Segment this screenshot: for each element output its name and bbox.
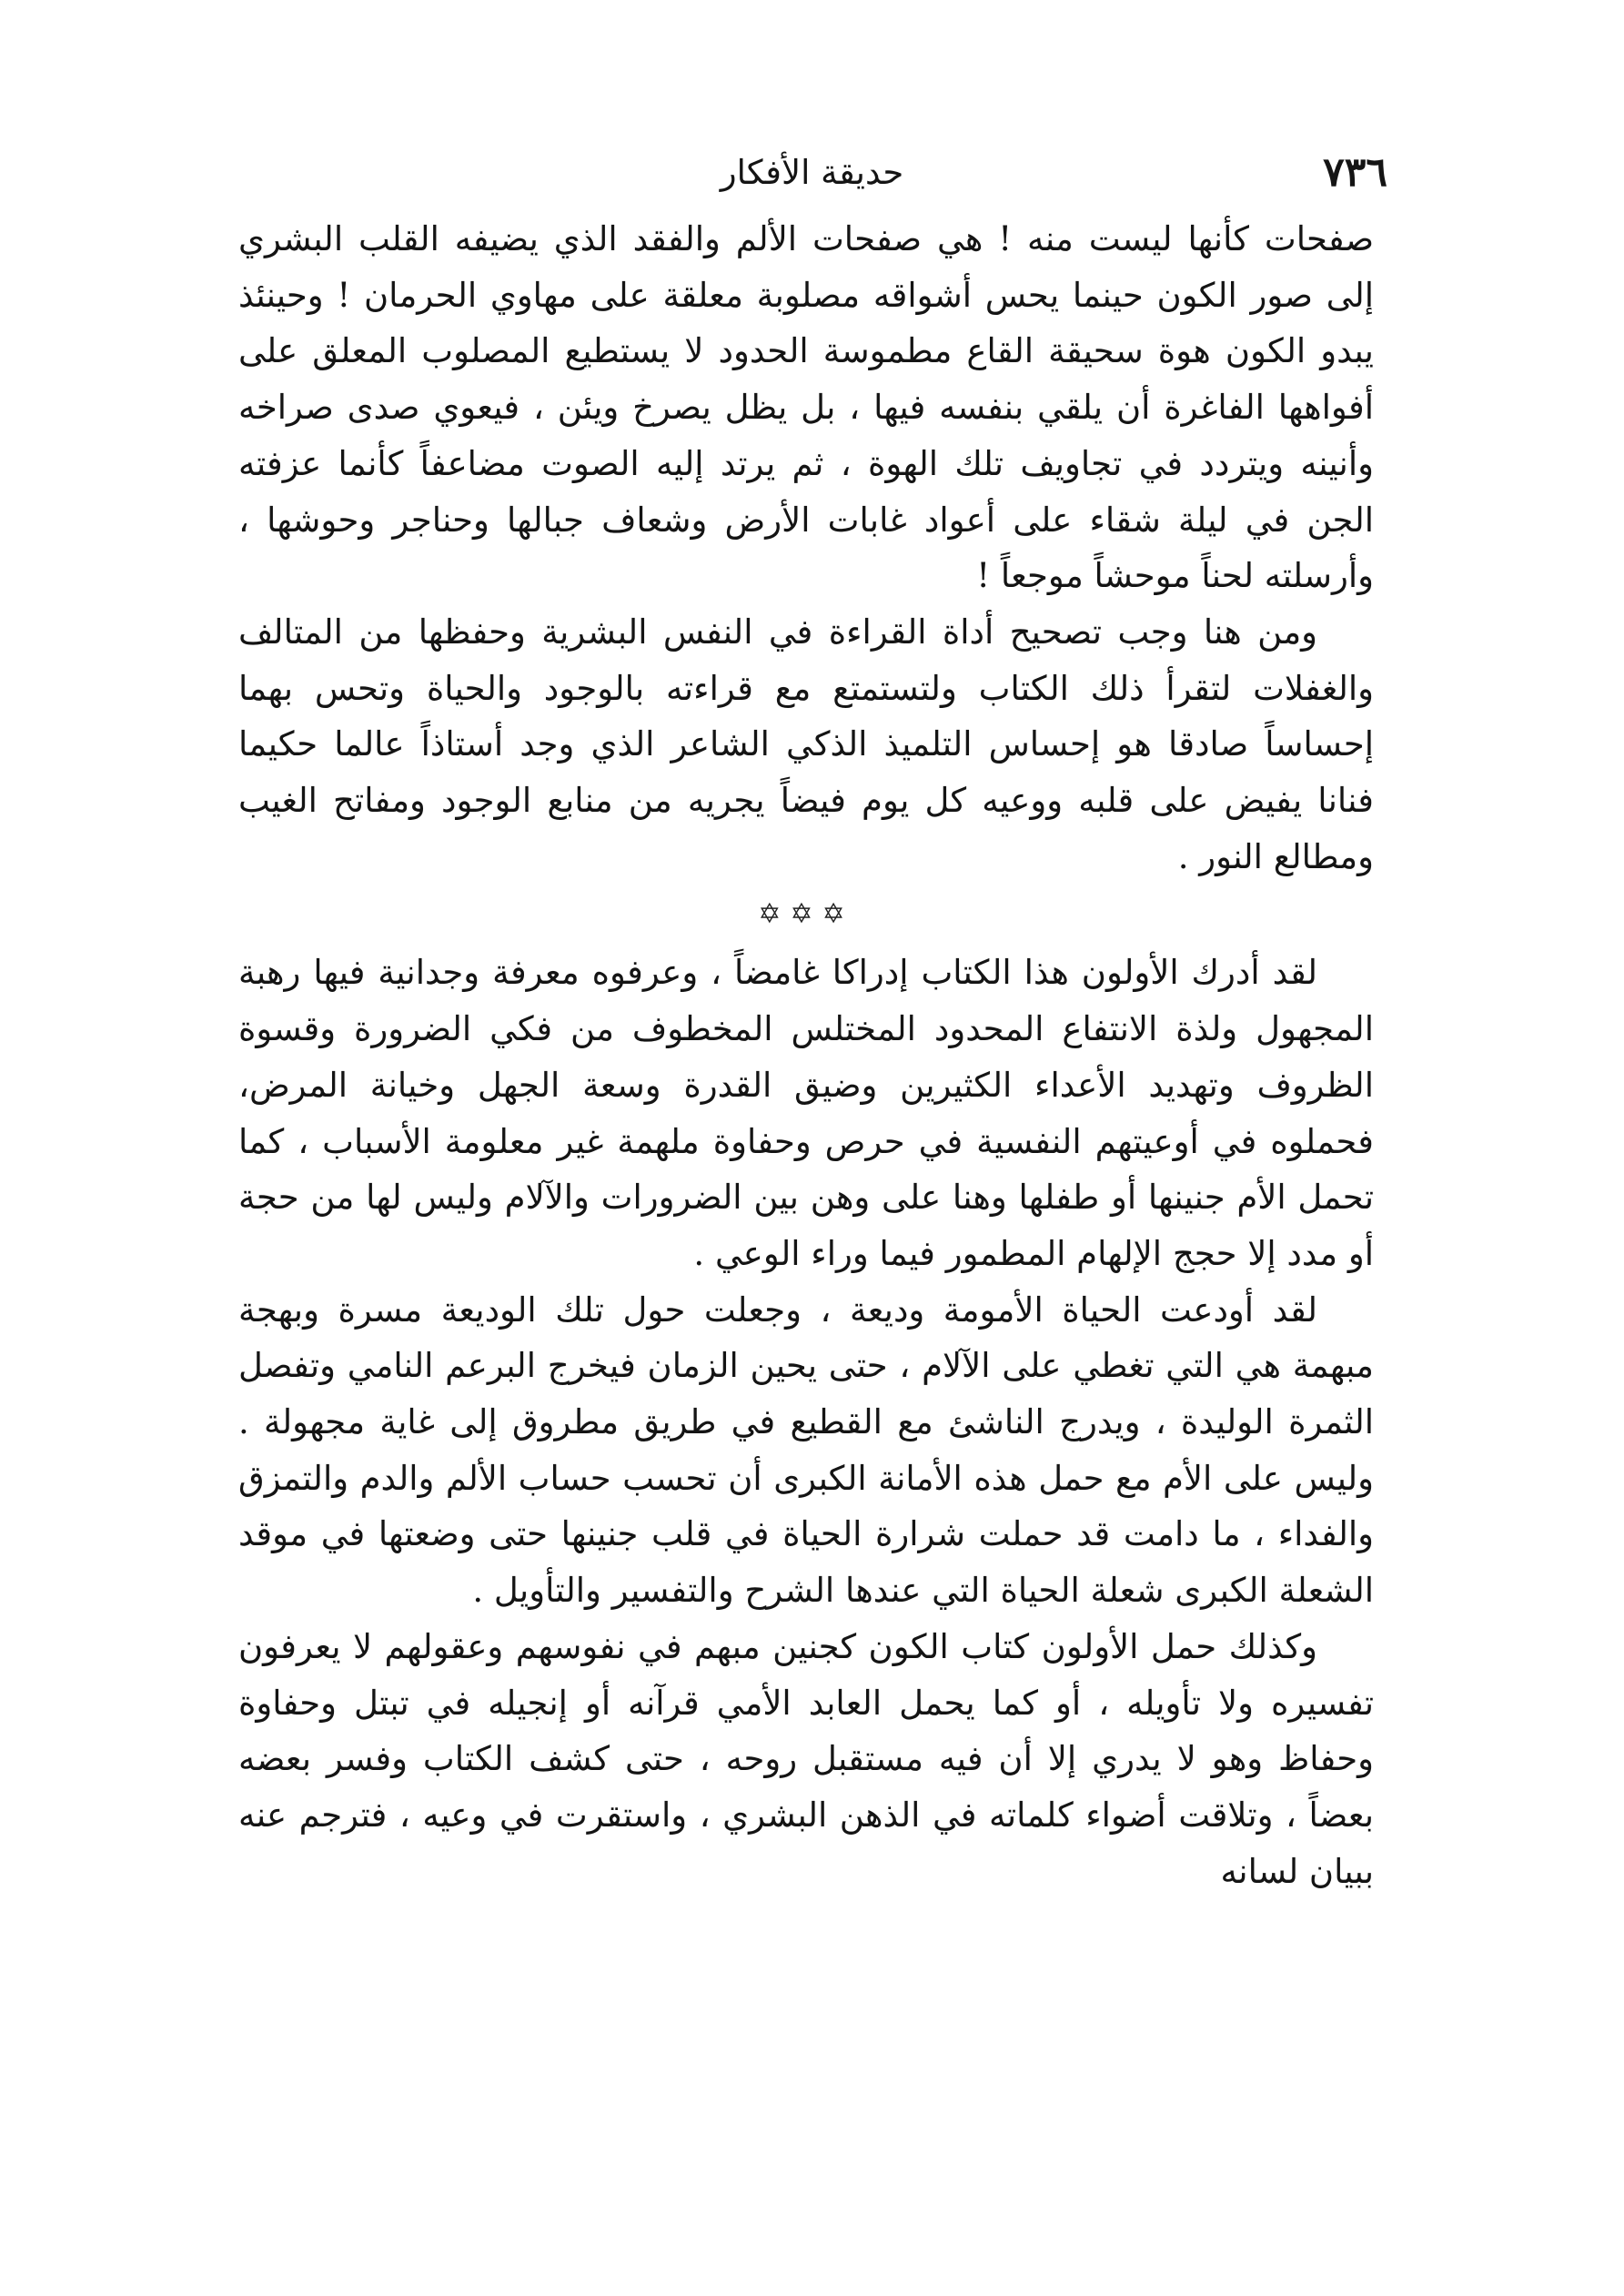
running-header <box>237 146 1387 200</box>
star-ornament-icon: ✡✡✡ <box>758 898 854 931</box>
paragraph-4: لقد أودعت الحياة الأمومة وديعة ، وجعلت حول تلك الوديعة مسرة وبهجة مبهمة هي التي تغطي على الآلام ، حتى يحين الزمان فيخرج البرعم النامي وتفصل الثمرة الوليدة ، ويدرج الناشئ مع القطيع في طريق مطروق إلى غاية مجهولة . وليس على الأم مع حمل هذه الأمانة الكبرى أن تحسب حساب الألم والدم والتمزق والفداء ، ما دامت قد حملت شرارة الحياة في قلب جنينها حتى وضعتها في موقد الشعلة الكبرى شعلة الحياة التي عندها الشرح والتفسير والتأويل . <box>238 1290 1374 1611</box>
paragraph-5: وكذلك حمل الأولون كتاب الكون كجنين مبهم في نفوسهم وعقولهم لا يعرفون تفسيره ولا تأويله ، أو كما يحمل العابد الأمي قرآنه أو إنجيله في تبتل وحفاوة وحفاظ وهو لا يدري إلا أن فيه مستقبل روحه ، حتى كشف الكتاب وفسر بعضه بعضاً ، وتلاقت أضواء كلماته في الذهن البشري ، واستقرت في وعيه ، فترجم عنه ببيان لسانه <box>238 1626 1374 1891</box>
section-divider-stars <box>238 885 1374 945</box>
running-title: حديقة الأفكار <box>720 153 904 192</box>
paragraph-2: ومن هنا وجب تصحيح أداة القراءة في النفس البشرية وحفظها من المتالف والغفلات لتقرأ ذلك الكتاب ولتستمتع مع قراءته بالوجود والحياة وتحس بهما إحساساً صادقا هو إحساس التلميذ الذكي الشاعر الذي وجد أستاذاً عالما حكيما فنانا يفيض على قلبه ووعيه كل يوم فيضاً يجريه من منابع الوجود ومفاتح الغيب ومطالع النور . <box>238 612 1374 876</box>
paragraph-3: لقد أدرك الأولون هذا الكتاب إدراكا غامضاً ، وعرفوه معرفة وجدانية فيها رهبة المجهول ولذة الانتفاع المحدود المختلس المخطوف من فكي الضرورة وقسوة الظروف وتهديد الأعداء الكثيرين وضيق القدرة وسعة الجهل وخيانة المرض، فحملوه في أوعيتهم النفسية في حرص وحفاوة ملهمة غير معلومة الأسباب ، كما تحمل الأم جنينها أو طفلها وهنا على وهن بين الضرورات والآلام وليس لها من حجة أو مدد إلا حجج الإلهام المطمور فيما وراء الوعي . <box>238 953 1374 1273</box>
page-number: ٧٣٦ <box>1323 149 1387 196</box>
paragraph-1: صفحات كأنها ليست منه ! هي صفحات الألم والفقد الذي يضيفه القلب البشري إلى صور الكون حينما يحس أشواقه مصلوبة معلقة على مهاوي الحرمان ! وحينئذ يبدو الكون هوة سحيقة القاع مطموسة الحدود لا يستطيع المصلوب المعلق على أفواهها الفاغرة أن يلقي بنفسه فيها ، بل يظل يصرخ ويئن ، فيعوي صدى صراخه وأنينه ويتردد في تجاويف تلك الهوة ، ثم يرتد إليه الصوت مضاعفاً كأنما عزفته الجن في ليلة شقاء على أعواد غابات الأرض وشعاف جبالها وحناجر وحوشها ، وأرسلته لحناً موحشاً موجعاً ! <box>238 219 1374 596</box>
body-text <box>238 211 1374 1899</box>
